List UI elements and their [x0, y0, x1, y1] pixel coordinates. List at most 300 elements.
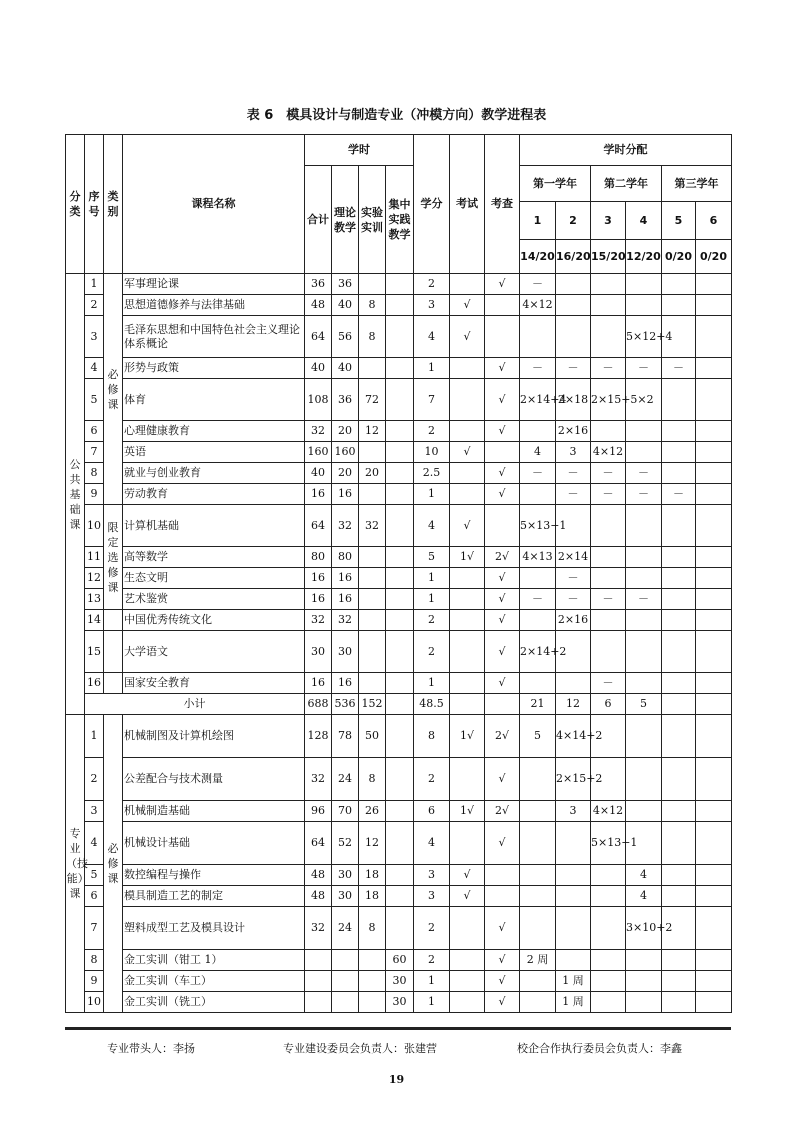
cell-t2	[556, 274, 591, 295]
cell-practice	[386, 547, 414, 568]
cell-exam	[450, 950, 485, 971]
cell-t4	[626, 505, 662, 547]
row-seq: 9	[85, 971, 104, 992]
cell-credit: 2	[414, 274, 450, 295]
footer-rule	[65, 1027, 731, 1030]
cell-t4: －	[626, 484, 662, 505]
cell-practice	[386, 631, 414, 673]
cell-check: √	[485, 992, 520, 1013]
cell-lab: 26	[359, 801, 386, 822]
subtotal-t3: 6	[591, 694, 626, 715]
cell-t3	[591, 568, 626, 589]
cell-t1	[520, 992, 556, 1013]
cell-lab	[359, 673, 386, 694]
cell-credit: 1	[414, 971, 450, 992]
cell-t2	[556, 822, 591, 865]
table-row	[66, 886, 732, 907]
cell-t3	[591, 547, 626, 568]
row-seq: 1	[85, 274, 104, 295]
table-row	[66, 547, 732, 568]
course-name: 就业与创业教育	[123, 463, 305, 484]
cell-t3	[591, 992, 626, 1013]
cell-t6	[696, 484, 732, 505]
cell-t2	[556, 886, 591, 907]
cell-practice	[386, 484, 414, 505]
cell-exam: √	[450, 295, 485, 316]
cell-theory: 16	[332, 673, 359, 694]
header-credits: 学分	[414, 135, 450, 274]
course-name: 中国优秀传统文化	[123, 610, 305, 631]
cell-credit: 3	[414, 865, 450, 886]
cell-check: √	[485, 421, 520, 442]
table-row	[66, 822, 732, 865]
header-year2: 第二学年	[591, 166, 662, 202]
cell-t6	[696, 886, 732, 907]
cell-t5: －	[662, 358, 696, 379]
cell-exam	[450, 610, 485, 631]
header-allocation: 学时分配	[520, 135, 732, 166]
header-term-1: 1	[520, 202, 556, 240]
cell-total: 64	[305, 822, 332, 865]
cell-check: 2√	[485, 801, 520, 822]
table-row	[66, 758, 732, 801]
cell-t3: －	[591, 463, 626, 484]
cell-theory: 78	[332, 715, 359, 758]
committee-signature: 专业建设委员会负责人：张建营	[283, 1042, 437, 1055]
cell-lab: 20	[359, 463, 386, 484]
cell-t4	[626, 610, 662, 631]
cell-t5	[662, 295, 696, 316]
cell-lab: 8	[359, 316, 386, 358]
header-type: 类别	[104, 135, 123, 274]
cell-credit: 1	[414, 589, 450, 610]
cell-t6	[696, 950, 732, 971]
cell-t2	[556, 673, 591, 694]
course-name: 军事理论课	[123, 274, 305, 295]
cell-lab: 50	[359, 715, 386, 758]
cell-t5	[662, 379, 696, 421]
cell-t6	[696, 992, 732, 1013]
cell-t5	[662, 715, 696, 758]
cell-theory: 56	[332, 316, 359, 358]
cell-exam: √	[450, 505, 485, 547]
cell-theory: 20	[332, 421, 359, 442]
table-row	[66, 907, 732, 950]
header-category: 分类	[66, 135, 85, 274]
course-name: 机械制图及计算机绘图	[123, 715, 305, 758]
table-row	[66, 589, 732, 610]
row-seq: 5	[85, 379, 104, 421]
cell-lab	[359, 610, 386, 631]
cell-credit: 2	[414, 421, 450, 442]
cell-t4: 5×12+4	[626, 316, 662, 358]
cell-total: 48	[305, 295, 332, 316]
table-row	[66, 421, 732, 442]
cell-check: √	[485, 379, 520, 421]
cell-lab	[359, 589, 386, 610]
cell-exam: 1√	[450, 547, 485, 568]
cell-t4	[626, 295, 662, 316]
cell-check: 2√	[485, 715, 520, 758]
cell-credit: 4	[414, 822, 450, 865]
cell-practice	[386, 822, 414, 865]
table-row	[66, 631, 732, 673]
cell-total: 16	[305, 673, 332, 694]
cell-t4	[626, 950, 662, 971]
cell-t4	[626, 992, 662, 1013]
cell-credit: 3	[414, 886, 450, 907]
row-seq: 11	[85, 547, 104, 568]
cell-check	[485, 295, 520, 316]
cell-lab	[359, 547, 386, 568]
table-row	[66, 442, 732, 463]
cell-t4	[626, 442, 662, 463]
course-name: 模具制造工艺的制定	[123, 886, 305, 907]
cell-t3: －	[591, 484, 626, 505]
cell-check	[485, 316, 520, 358]
cell-credit: 1	[414, 673, 450, 694]
cell-exam	[450, 463, 485, 484]
cell-t2	[556, 295, 591, 316]
cell-total: 80	[305, 547, 332, 568]
cell-t6	[696, 673, 732, 694]
cell-t6	[696, 715, 732, 758]
cell-t6	[696, 822, 732, 865]
cell-t1: 2×14+2	[520, 631, 556, 673]
cell-lab	[359, 442, 386, 463]
cell-total: 96	[305, 801, 332, 822]
cell-practice: 60	[386, 950, 414, 971]
cell-t5	[662, 950, 696, 971]
cell-check: √	[485, 610, 520, 631]
cell-theory	[332, 992, 359, 1013]
cell-t5	[662, 610, 696, 631]
cell-lab	[359, 568, 386, 589]
course-name: 金工实训（铣工）	[123, 992, 305, 1013]
cell-check: √	[485, 463, 520, 484]
cell-t1	[520, 822, 556, 865]
cell-total: 64	[305, 505, 332, 547]
header-lab: 实验实训	[359, 166, 386, 274]
cell-lab	[359, 992, 386, 1013]
cell-practice	[386, 295, 414, 316]
cell-check: √	[485, 274, 520, 295]
cell-theory: 36	[332, 379, 359, 421]
cell-check: √	[485, 822, 520, 865]
cell-total: 160	[305, 442, 332, 463]
cell-lab: 12	[359, 421, 386, 442]
row-seq: 3	[85, 801, 104, 822]
cell-credit: 2	[414, 758, 450, 801]
cell-exam: √	[450, 316, 485, 358]
cell-t2	[556, 950, 591, 971]
table-row	[66, 274, 732, 295]
table-row	[66, 358, 732, 379]
table-row	[66, 715, 732, 758]
header-practice: 集中实践教学	[386, 166, 414, 274]
course-name: 形势与政策	[123, 358, 305, 379]
cell-t3: －	[591, 589, 626, 610]
cell-exam	[450, 358, 485, 379]
header-year1: 第一学年	[520, 166, 591, 202]
cell-t1: 4×12	[520, 295, 556, 316]
row-seq: 4	[85, 358, 104, 379]
cell-check: √	[485, 589, 520, 610]
row-seq: 6	[85, 886, 104, 907]
subtotal-theory: 536	[332, 694, 359, 715]
cell-t1	[520, 316, 556, 358]
cell-t6	[696, 274, 732, 295]
cell-t4	[626, 568, 662, 589]
cell-practice	[386, 886, 414, 907]
cell-t2: －	[556, 463, 591, 484]
cell-credit: 2	[414, 610, 450, 631]
row-seq: 10	[85, 992, 104, 1013]
cell-practice	[386, 463, 414, 484]
cell-t5	[662, 631, 696, 673]
cell-check: √	[485, 568, 520, 589]
course-name: 毛泽东思想和中国特色社会主义理论体系概论	[123, 316, 305, 358]
type-blank	[104, 610, 123, 631]
cell-total: 32	[305, 610, 332, 631]
type-blank	[104, 631, 123, 673]
group-professional: 专业（技能）课	[66, 715, 85, 1013]
schedule-table-wrap	[65, 134, 731, 1013]
cell-total: 40	[305, 463, 332, 484]
course-name: 高等数学	[123, 547, 305, 568]
cell-check: √	[485, 758, 520, 801]
table-row	[66, 865, 732, 886]
cell-t1: －	[520, 274, 556, 295]
header-week-3: 15/20	[591, 240, 626, 274]
type-required: 必修课	[104, 274, 123, 505]
cell-t5	[662, 822, 696, 865]
cell-t1: 4	[520, 442, 556, 463]
cell-t3: －	[591, 358, 626, 379]
cell-lab	[359, 484, 386, 505]
header-term-5: 5	[662, 202, 696, 240]
cell-t3	[591, 950, 626, 971]
cell-total: 32	[305, 758, 332, 801]
course-name: 国家安全教育	[123, 673, 305, 694]
cell-t1: 2×14+4	[520, 379, 556, 421]
subtotal-row	[66, 694, 732, 715]
cell-exam: √	[450, 865, 485, 886]
cell-t2: 2×14	[556, 547, 591, 568]
cell-theory: 16	[332, 568, 359, 589]
cell-exam	[450, 568, 485, 589]
cell-t4	[626, 274, 662, 295]
cell-check: √	[485, 631, 520, 673]
cell-exam: 1√	[450, 715, 485, 758]
table-row	[66, 568, 732, 589]
cell-t4	[626, 758, 662, 801]
cell-exam	[450, 589, 485, 610]
cell-theory: 36	[332, 274, 359, 295]
header-year3: 第三学年	[662, 166, 732, 202]
cell-check: √	[485, 358, 520, 379]
course-name: 塑料成型工艺及模具设计	[123, 907, 305, 950]
cell-t6	[696, 865, 732, 886]
cell-lab: 32	[359, 505, 386, 547]
row-seq: 2	[85, 295, 104, 316]
header-week-5: 0/20	[662, 240, 696, 274]
cell-t4: －	[626, 463, 662, 484]
cell-lab	[359, 274, 386, 295]
cell-exam	[450, 758, 485, 801]
cell-total: 30	[305, 631, 332, 673]
header-week-6: 0/20	[696, 240, 732, 274]
cell-t1: －	[520, 463, 556, 484]
cell-credit: 6	[414, 801, 450, 822]
cell-exam	[450, 631, 485, 673]
table-row	[66, 801, 732, 822]
header-course-name: 课程名称	[123, 135, 305, 274]
row-seq: 6	[85, 421, 104, 442]
course-name: 劳动教育	[123, 484, 305, 505]
teaching-schedule-table	[65, 134, 732, 1013]
header-seq: 序号	[85, 135, 104, 274]
cell-t4	[626, 801, 662, 822]
subtotal-credit: 48.5	[414, 694, 450, 715]
subtotal-practice	[386, 694, 414, 715]
cell-t4	[626, 673, 662, 694]
cell-lab: 8	[359, 907, 386, 950]
cell-practice	[386, 379, 414, 421]
cell-total	[305, 971, 332, 992]
cell-t6	[696, 801, 732, 822]
cell-check	[485, 865, 520, 886]
cell-exam	[450, 421, 485, 442]
cell-credit: 3	[414, 295, 450, 316]
cell-t4	[626, 971, 662, 992]
cell-lab	[359, 631, 386, 673]
cell-credit: 1	[414, 568, 450, 589]
course-name: 体育	[123, 379, 305, 421]
cell-t4: 4	[626, 865, 662, 886]
cell-check	[485, 442, 520, 463]
cell-exam	[450, 673, 485, 694]
cell-total	[305, 992, 332, 1013]
cell-t1: 4×13	[520, 547, 556, 568]
course-name: 数控编程与操作	[123, 865, 305, 886]
subtotal-t2: 12	[556, 694, 591, 715]
cell-t3: 2×15+5×2	[591, 379, 626, 421]
table-row	[66, 295, 732, 316]
table-row	[66, 505, 732, 547]
cell-t1: －	[520, 358, 556, 379]
course-name: 英语	[123, 442, 305, 463]
subtotal-t4: 5	[626, 694, 662, 715]
cell-lab: 12	[359, 822, 386, 865]
cell-exam	[450, 822, 485, 865]
cell-practice	[386, 758, 414, 801]
cell-total	[305, 950, 332, 971]
cell-exam: 1√	[450, 801, 485, 822]
cell-check: √	[485, 950, 520, 971]
cell-t1	[520, 421, 556, 442]
cell-exam	[450, 971, 485, 992]
cell-t2: 1 周	[556, 992, 591, 1013]
cell-exam	[450, 379, 485, 421]
header-term-4: 4	[626, 202, 662, 240]
cell-t1	[520, 865, 556, 886]
cell-lab	[359, 971, 386, 992]
cell-t6	[696, 421, 732, 442]
cell-practice	[386, 421, 414, 442]
cell-t5	[662, 758, 696, 801]
cell-t3	[591, 295, 626, 316]
cell-exam	[450, 992, 485, 1013]
cell-credit: 10	[414, 442, 450, 463]
cell-credit: 4	[414, 505, 450, 547]
cell-t3	[591, 886, 626, 907]
row-seq: 15	[85, 631, 104, 673]
cell-theory: 80	[332, 547, 359, 568]
row-seq: 8	[85, 463, 104, 484]
cell-exam: √	[450, 886, 485, 907]
header-hours: 学时	[305, 135, 414, 166]
cell-t2: 2×16	[556, 610, 591, 631]
header-term-2: 2	[556, 202, 591, 240]
cell-total: 16	[305, 568, 332, 589]
cell-credit: 1	[414, 992, 450, 1013]
row-seq: 1	[85, 715, 104, 758]
cell-t3	[591, 274, 626, 295]
cell-exam: √	[450, 442, 485, 463]
cell-practice	[386, 358, 414, 379]
cell-t2: －	[556, 589, 591, 610]
cell-t2	[556, 907, 591, 950]
cell-t5	[662, 463, 696, 484]
cell-t1: 5	[520, 715, 556, 758]
cell-lab: 18	[359, 886, 386, 907]
header-week-2: 16/20	[556, 240, 591, 274]
course-name: 计算机基础	[123, 505, 305, 547]
cell-t3: 5×13−1	[591, 822, 626, 865]
type-prof-required: 必修课	[104, 715, 123, 1013]
cell-t3: 4×12	[591, 801, 626, 822]
cell-t4: －	[626, 589, 662, 610]
header-total: 合计	[305, 166, 332, 274]
cell-practice	[386, 715, 414, 758]
cell-theory: 24	[332, 758, 359, 801]
cell-t5	[662, 589, 696, 610]
cell-t1	[520, 801, 556, 822]
cell-t1	[520, 971, 556, 992]
row-seq: 14	[85, 610, 104, 631]
course-name: 机械制造基础	[123, 801, 305, 822]
cell-check: √	[485, 971, 520, 992]
cell-credit: 2	[414, 631, 450, 673]
cell-t3	[591, 316, 626, 358]
cell-theory: 30	[332, 886, 359, 907]
cell-total: 64	[305, 316, 332, 358]
cell-total: 48	[305, 865, 332, 886]
cell-t4	[626, 421, 662, 442]
header-check: 考查	[485, 135, 520, 274]
cell-t1	[520, 610, 556, 631]
cell-t3	[591, 505, 626, 547]
cell-t6	[696, 568, 732, 589]
cell-t5	[662, 568, 696, 589]
cell-check	[485, 886, 520, 907]
row-seq: 7	[85, 442, 104, 463]
course-name: 艺术鉴赏	[123, 589, 305, 610]
cell-t3	[591, 610, 626, 631]
row-seq: 16	[85, 673, 104, 694]
cell-t2: 3	[556, 801, 591, 822]
